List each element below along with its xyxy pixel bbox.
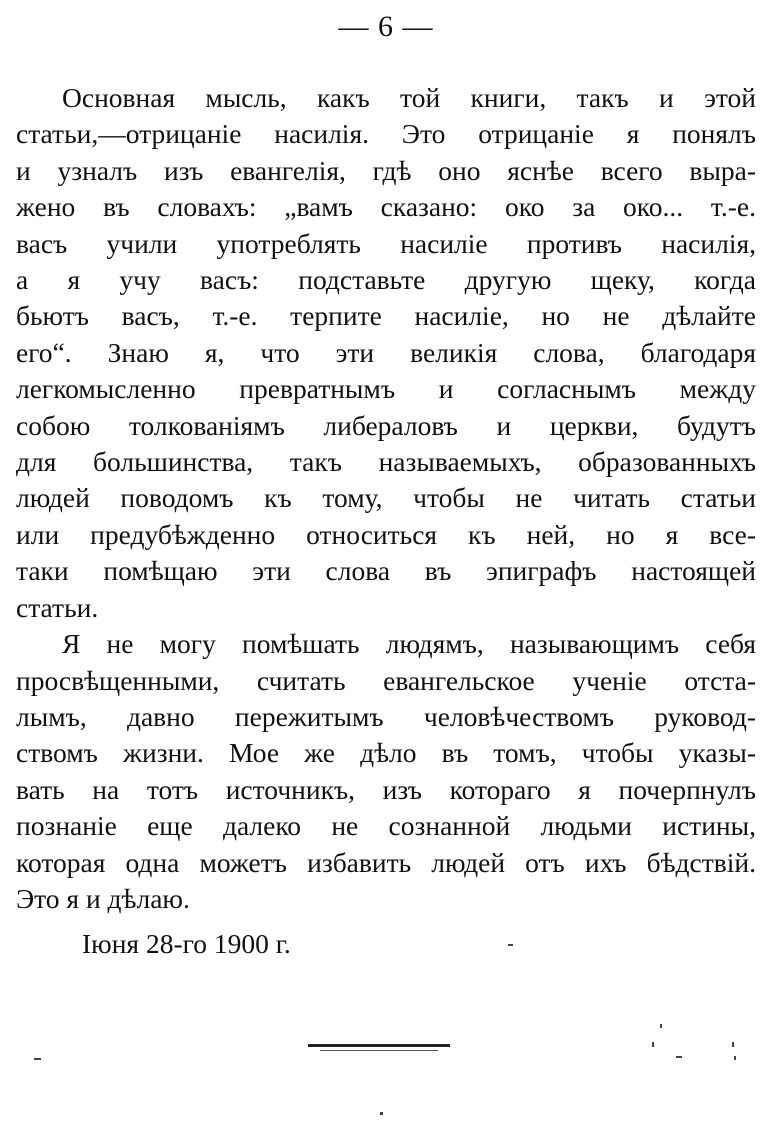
text-line: таки помѣщаю эти слова въ эпиграфъ настоящей xyxy=(16,555,756,587)
text-line: Это я и дѣлаю. xyxy=(16,882,190,914)
text-line: лымъ, давно пережитымъ человѣчествомъ руковод- xyxy=(16,700,756,732)
text-line: ствомъ жизни. Мое же дѣло въ томъ, чтобы указы- xyxy=(16,737,756,769)
text-line: жено въ словахъ: „вамъ сказано: око за око... т.-е. xyxy=(16,191,756,223)
text-line: и узналъ изъ евангелія, гдѣ оно яснѣе всего выра- xyxy=(16,154,756,186)
print-speck xyxy=(652,1042,654,1047)
print-speck xyxy=(732,1042,734,1047)
text-line: бьютъ васъ, т.-е. терпите насиліе, но не дѣлайте xyxy=(16,300,756,332)
text-line: вать на тотъ источникъ, изъ котораго я почерпнулъ xyxy=(16,773,756,805)
signature-date: Іюня 28-го 1900 г. xyxy=(82,928,291,959)
text-line: которая одна можетъ избавить людей отъ ихъ бѣдствій. xyxy=(16,846,756,878)
text-line: или предубѣжденно относиться къ ней, но я все- xyxy=(16,518,756,550)
paragraph-1 xyxy=(16,80,756,626)
text-line: собою толкованіямъ либераловъ и церкви, будутъ xyxy=(16,409,756,441)
print-speck xyxy=(660,1024,662,1028)
body-text xyxy=(16,80,756,917)
page-number: — 6 — xyxy=(338,10,434,43)
text-line: его“. Знаю я, что эти великія слова, благодаря xyxy=(16,336,756,368)
end-rule xyxy=(308,1044,450,1047)
print-speck xyxy=(734,1056,736,1060)
print-speck xyxy=(676,1056,682,1058)
text-line: Я не могу помѣшать людямъ, называющимъ себя xyxy=(62,628,756,660)
paragraph-2 xyxy=(16,626,756,917)
text-line: легкомысленно превратнымъ и согласнымъ между xyxy=(16,373,756,405)
print-speck xyxy=(380,1112,383,1115)
text-line: просвѣщенными, считать евангельское ученіе отста- xyxy=(16,664,756,696)
text-line: познаніе еще далеко не сознанной людьми истины, xyxy=(16,810,756,842)
text-line: статьи,—отрицаніе насилія. Это отрицаніе я понялъ xyxy=(16,118,756,150)
print-speck xyxy=(34,1058,41,1060)
text-line: Основная мысль, какъ той книги, такъ и этой xyxy=(62,82,756,113)
print-speck xyxy=(508,944,513,946)
text-line: а я учу васъ: подставьте другую щеку, когда xyxy=(16,264,756,296)
text-line: васъ учили употреблять насиліе противъ насилія, xyxy=(16,227,756,259)
text-line: людей поводомъ къ тому, чтобы не читать статьи xyxy=(16,482,756,514)
text-line: для большинства, такъ называемыхъ, образованныхъ xyxy=(16,446,756,478)
text-line: статьи. xyxy=(16,591,99,623)
end-rule-underline xyxy=(320,1050,438,1051)
